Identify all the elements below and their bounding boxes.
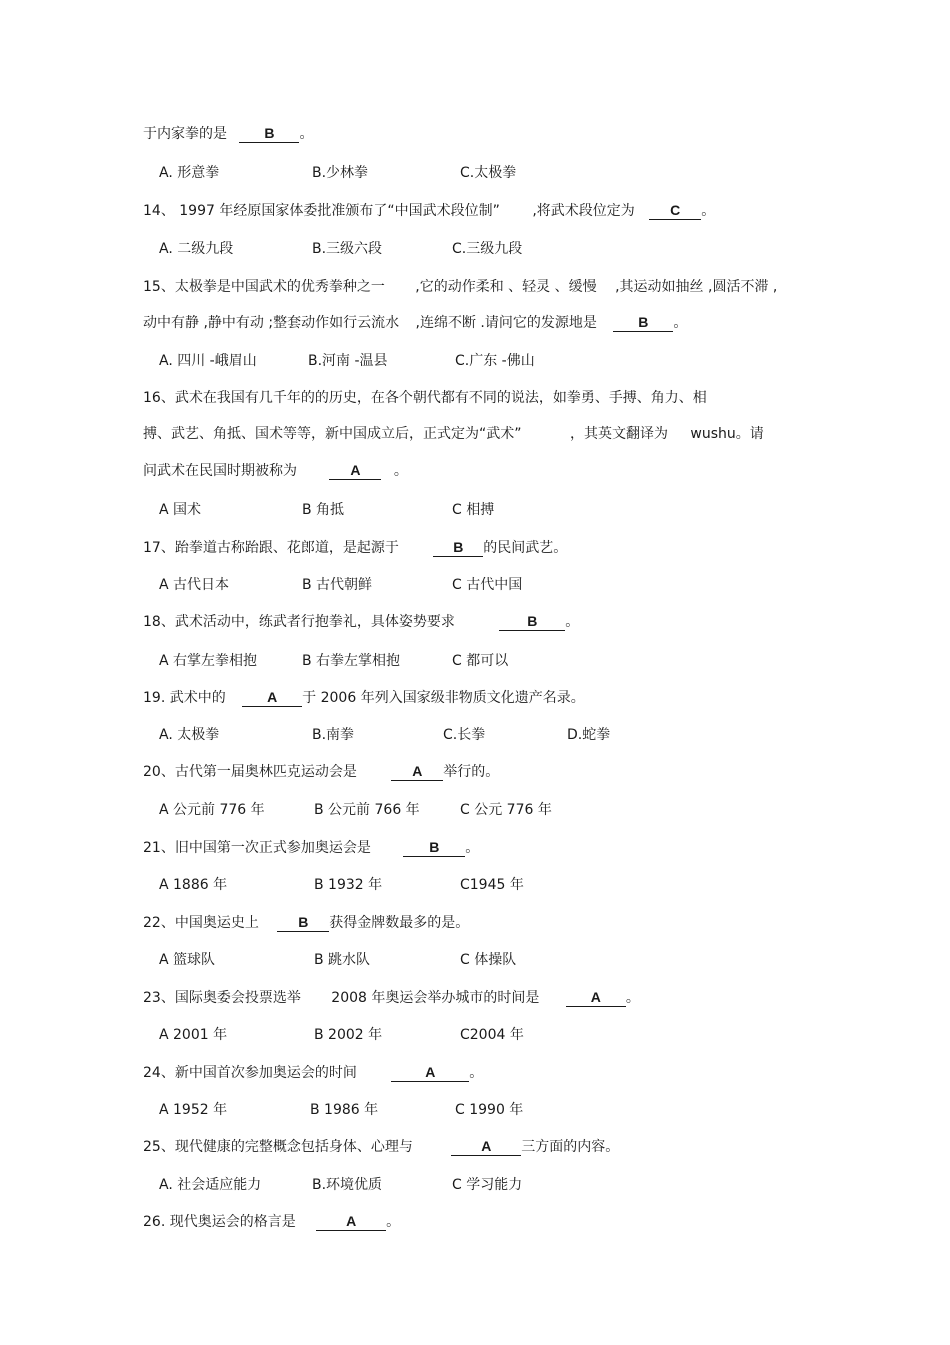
answer-blank: A [566, 989, 626, 1007]
stem-end: 三方面的内容。 [521, 1139, 620, 1155]
option-a: A. 四川 -峨眉山 [159, 353, 257, 369]
answer-blank: A [391, 1064, 469, 1082]
option-a: A 1952 年 [159, 1102, 228, 1118]
question-17-stem [143, 538, 567, 558]
stem-end: 。 [673, 315, 688, 331]
stem-end: 的民间武艺。 [483, 540, 568, 556]
question-26-stem [143, 1212, 400, 1232]
option-b: B 1986 年 [310, 1102, 379, 1118]
option-c: C 古代中国 [452, 577, 523, 593]
stem-text: wushu。请 [690, 426, 764, 442]
option-a: A 篮球队 [159, 952, 216, 968]
option-a: A. 社会适应能力 [159, 1177, 262, 1193]
stem-text: 搏、武艺、角抵、国术等等，新中国成立后，正式定为“武术” [143, 426, 522, 442]
option-c: C 公元 776 年 [460, 802, 552, 818]
question-24-stem [143, 1063, 483, 1083]
question-16-line-1: 16、武术在我国有几千年的的历史，在各个朝代都有不同的说法，如拳勇、手搏、角力、相 [143, 390, 707, 406]
stem-end: 。 [565, 614, 580, 630]
option-a: A. 二级九段 [159, 241, 234, 257]
option-b: B.少林拳 [312, 165, 369, 181]
option-b: B 右拳左掌相抱 [302, 653, 401, 669]
stem-text: ,它的动作柔和 、轻灵 、缓慢 [415, 279, 597, 295]
stem-text: 17、跆拳道古称跆跟、花郎道，是起源于 [143, 540, 399, 556]
question-16-line-3 [143, 461, 408, 481]
stem-text: ，其英文翻译为 [569, 426, 668, 442]
stem-end: 。 [701, 203, 716, 219]
question-18-stem [143, 612, 579, 632]
question-15-line-2 [143, 313, 687, 333]
answer-blank: B [277, 914, 329, 932]
option-b: B 2002 年 [314, 1027, 383, 1043]
stem-end: 。 [299, 126, 314, 142]
stem-end: 举行的。 [443, 764, 500, 780]
stem-text: 23、国际奥委会投票选举 [143, 990, 301, 1006]
option-c: C2004 年 [460, 1027, 524, 1043]
answer-blank: C [649, 202, 701, 220]
stem-text: 24、新中国首次参加奥运会的时间 [143, 1065, 357, 1081]
question-13-stem [143, 124, 313, 144]
answer-blank: A [391, 763, 443, 781]
option-a: A 1886 年 [159, 877, 228, 893]
question-14-stem [143, 201, 715, 221]
stem-text: 19. 武术中的 [143, 690, 226, 706]
question-23-stem [143, 988, 640, 1008]
option-a: A. 形意拳 [159, 165, 220, 181]
stem-text: 2008 年奥运会举办城市的时间是 [331, 990, 540, 1006]
answer-blank: A [242, 689, 302, 707]
question-25-stem [143, 1137, 619, 1157]
option-b: B 古代朝鲜 [302, 577, 373, 593]
stem-end: 。 [625, 990, 640, 1006]
stem-text: 22、中国奥运史上 [143, 915, 259, 931]
option-a: A 公元前 776 年 [159, 802, 265, 818]
option-d: D.蛇拳 [567, 727, 611, 743]
stem-text: 14、 1997 年经原国家体委批准颁布了“中国武术段位制” [143, 203, 500, 219]
option-a: A 右掌左拳相抱 [159, 653, 258, 669]
question-15-line-1 [143, 277, 777, 297]
answer-blank: B [239, 125, 299, 143]
question-21-stem [143, 838, 479, 858]
option-b: B.河南 -温县 [308, 353, 388, 369]
stem-text: 26. 现代奥运会的格言是 [143, 1214, 296, 1230]
question-16-line-2 [143, 424, 764, 444]
option-c: C.三级九段 [452, 241, 523, 257]
option-c: C 1990 年 [455, 1102, 524, 1118]
answer-blank: A [316, 1213, 386, 1231]
stem-text: 21、旧中国第一次正式参加奥运会是 [143, 840, 371, 856]
stem-text: 25、现代健康的完整概念包括身体、心理与 [143, 1139, 413, 1155]
stem-text: 20、古代第一届奥林匹克运动会是 [143, 764, 357, 780]
option-b: B.三级六段 [312, 241, 383, 257]
answer-blank: B [613, 314, 673, 332]
answer-blank: A [451, 1138, 521, 1156]
stem-text: ,连绵不断 .请问它的发源地是 [415, 315, 597, 331]
option-c: C.广东 -佛山 [455, 353, 535, 369]
option-b: B 1932 年 [314, 877, 383, 893]
stem-text: ,将武术段位定为 [532, 203, 635, 219]
stem-text: 动中有静 ,静中有动 ;整套动作如行云流水 [143, 315, 400, 331]
option-b: B 公元前 766 年 [314, 802, 420, 818]
stem-text: 18、武术活动中，练武者行抱拳礼，具体姿势要求 [143, 614, 455, 630]
stem-text: 15、太极拳是中国武术的优秀拳种之一 [143, 279, 385, 295]
option-b: B.南拳 [312, 727, 355, 743]
option-b: B 角抵 [302, 502, 345, 518]
stem-end: 。 [393, 463, 408, 479]
option-b: B 跳水队 [314, 952, 371, 968]
stem-end: 。 [465, 840, 480, 856]
answer-blank: B [499, 613, 565, 631]
option-c: C 体操队 [460, 952, 517, 968]
stem-end: 。 [469, 1065, 484, 1081]
stem-end: 获得金牌数最多的是。 [329, 915, 470, 931]
option-b: B.环境优质 [312, 1177, 383, 1193]
option-c: C.长拳 [443, 727, 486, 743]
option-a: A 2001 年 [159, 1027, 228, 1043]
answer-blank: B [433, 539, 483, 557]
option-c: C1945 年 [460, 877, 524, 893]
option-c: C 相搏 [452, 502, 495, 518]
option-a: A. 太极拳 [159, 727, 220, 743]
option-c: C.太极拳 [460, 165, 517, 181]
answer-blank: A [329, 462, 381, 480]
question-19-stem [143, 688, 585, 708]
stem-end: 。 [386, 1214, 401, 1230]
option-c: C 学习能力 [452, 1177, 523, 1193]
stem-text: ,其运动如抽丝 ,圆活不滞 , [615, 279, 778, 295]
stem-text: 于内家拳的是 [143, 126, 227, 142]
option-a: A 古代日本 [159, 577, 230, 593]
question-20-stem [143, 762, 499, 782]
option-a: A 国术 [159, 502, 202, 518]
option-c: C 都可以 [452, 653, 509, 669]
question-22-stem [143, 913, 469, 933]
stem-end: 于 2006 年列入国家级非物质文化遗产名录。 [302, 690, 585, 706]
answer-blank: B [403, 839, 465, 857]
stem-text: 问武术在民国时期被称为 [143, 463, 297, 479]
